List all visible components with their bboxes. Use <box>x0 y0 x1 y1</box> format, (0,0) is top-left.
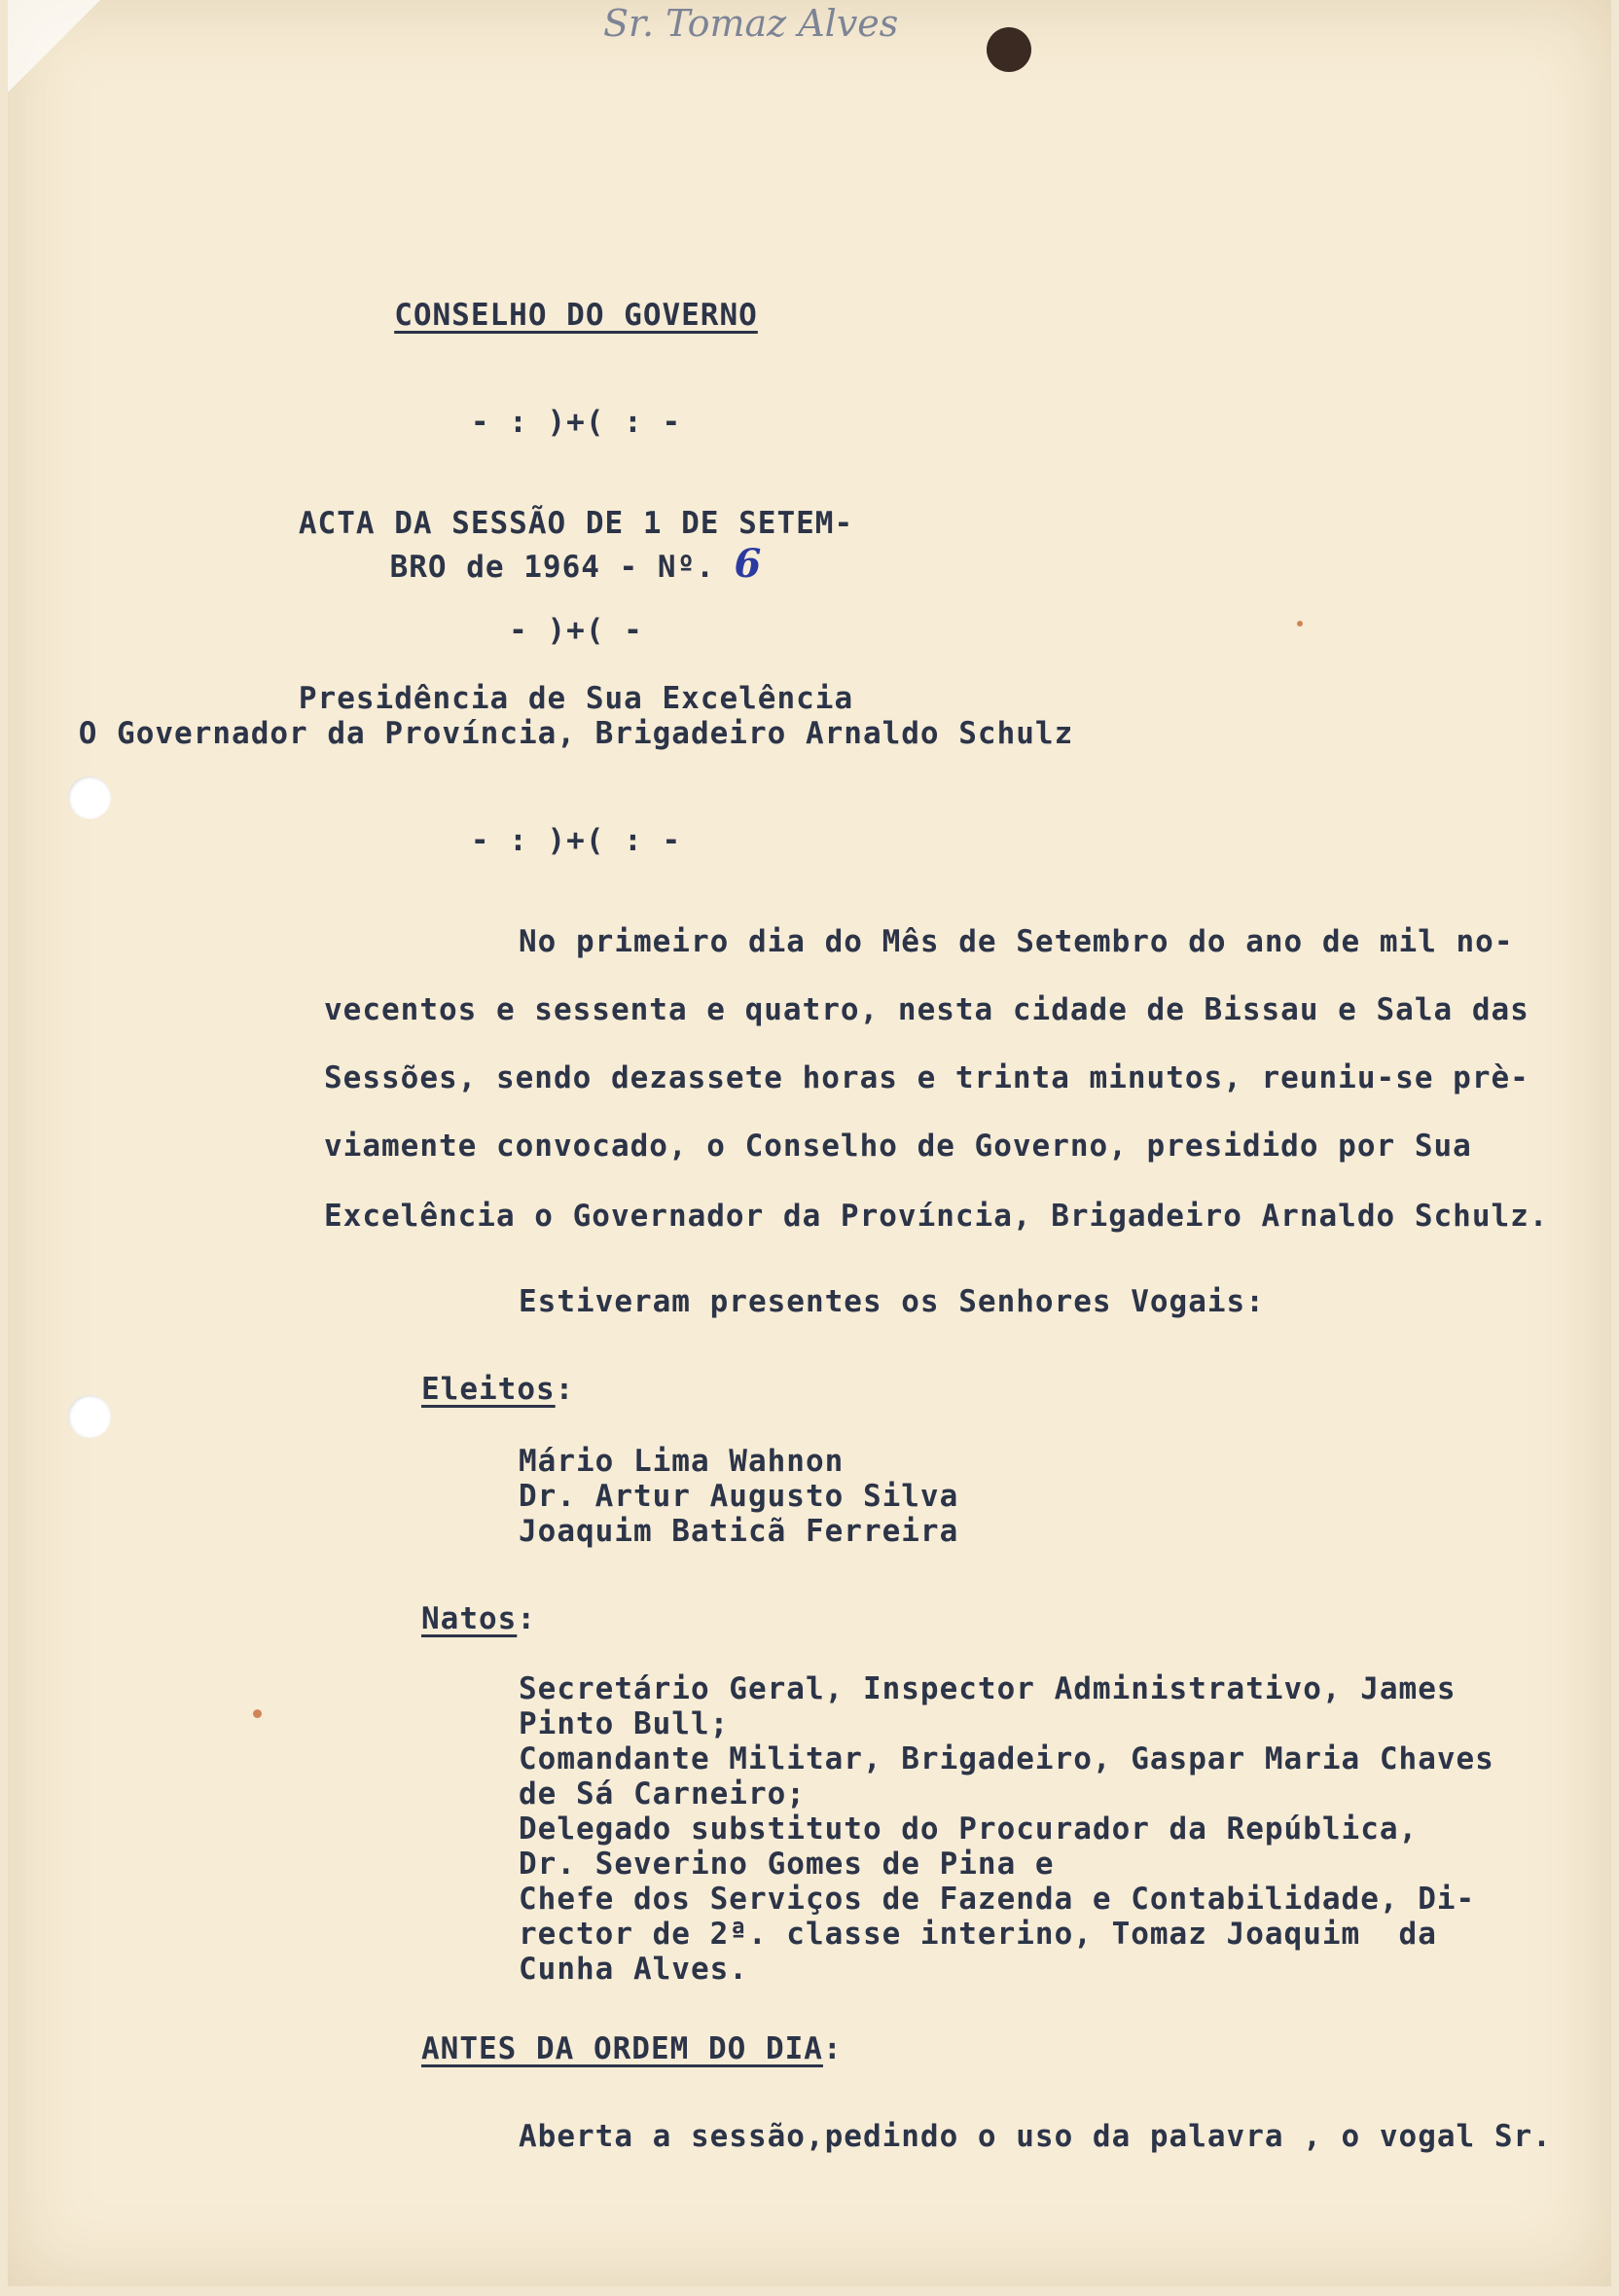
natos-line: Dr. Severino Gomes de Pina e <box>519 1847 1055 1882</box>
elected-member: Dr. Artur Augusto Silva <box>519 1479 959 1514</box>
separator: - : )+( : - <box>470 405 682 440</box>
elected-member: Joaquim Baticã Ferreira <box>519 1514 959 1549</box>
handwritten-annotation: Sr. Tomaz Alves <box>603 2 899 45</box>
elected-heading-text: Eleitos <box>421 1372 556 1407</box>
paragraph-line: viamente convocado, o Conselho de Governo, presidido por Sua <box>324 1129 1472 1164</box>
separator: - : )+( : - <box>470 823 682 858</box>
natos-line: de Sá Carneiro; <box>519 1776 806 1812</box>
act-title-line2 <box>0 541 1378 587</box>
natos-line: Chefe dos Serviços de Fazenda e Contabilidade, Di- <box>519 1882 1476 1917</box>
natos-line: rector de 2ª. classe interino, Tomaz Joaquim da <box>519 1917 1437 1952</box>
presidency-line2: O Governador da Província, Brigadeiro Arnaldo Schulz <box>78 716 1074 751</box>
agenda-heading: ANTES DA ORDEM DO DIA: <box>421 2031 843 2066</box>
natos-line: Delegado substituto do Procurador da República, <box>519 1812 1419 1847</box>
elected-heading: Eleitos: <box>421 1372 575 1407</box>
separator: - )+( - <box>509 613 643 648</box>
attendance-intro: Estiveram presentes os Senhores Vogais: <box>519 1284 1265 1319</box>
elected-member: Mário Lima Wahnon <box>519 1444 845 1479</box>
paragraph-line: Sessões, sendo dezassete horas e trinta minutos, reuniu-se prè- <box>324 1060 1529 1095</box>
act-number: 6 <box>734 541 763 587</box>
paragraph-line: No primeiro dia do Mês de Setembro do ano de mil no- <box>519 924 1514 959</box>
rust-speck <box>253 1709 262 1718</box>
natos-line: Pinto Bull; <box>519 1706 730 1741</box>
agenda-heading-text: ANTES DA ORDEM DO DIA <box>421 2031 823 2066</box>
natos-line: Secretário Geral, Inspector Administrativo, James <box>519 1671 1457 1706</box>
act-title-text: BRO de 1964 - Nº. <box>389 550 715 585</box>
presidency-line1: Presidência de Sua Excelência <box>298 681 854 716</box>
paragraph-line: Excelência o Governador da Província, Brigadeiro Arnaldo Schulz. <box>324 1199 1549 1234</box>
paragraph-line: Aberta a sessão,pedindo o uso da palavra , o vogal Sr. <box>519 2119 1552 2154</box>
paragraph-line: vecentos e sessenta e quatro, nesta cidade de Bissau e Sala das <box>324 992 1529 1027</box>
folded-corner <box>8 0 100 92</box>
act-title-line1: ACTA DA SESSÃO DE 1 DE SETEM- <box>298 506 854 541</box>
ink-stain <box>987 27 1031 72</box>
natos-line: Cunha Alves. <box>519 1952 748 1987</box>
council-title: CONSELHO DO GOVERNO <box>394 298 758 333</box>
natos-heading: Natos: <box>421 1601 536 1636</box>
punch-hole-lower <box>68 1395 111 1438</box>
natos-heading-text: Natos <box>421 1601 518 1636</box>
natos-line: Comandante Militar, Brigadeiro, Gaspar Maria Chaves <box>519 1741 1494 1776</box>
punch-hole-upper <box>68 776 111 819</box>
document-page <box>8 0 1611 2286</box>
